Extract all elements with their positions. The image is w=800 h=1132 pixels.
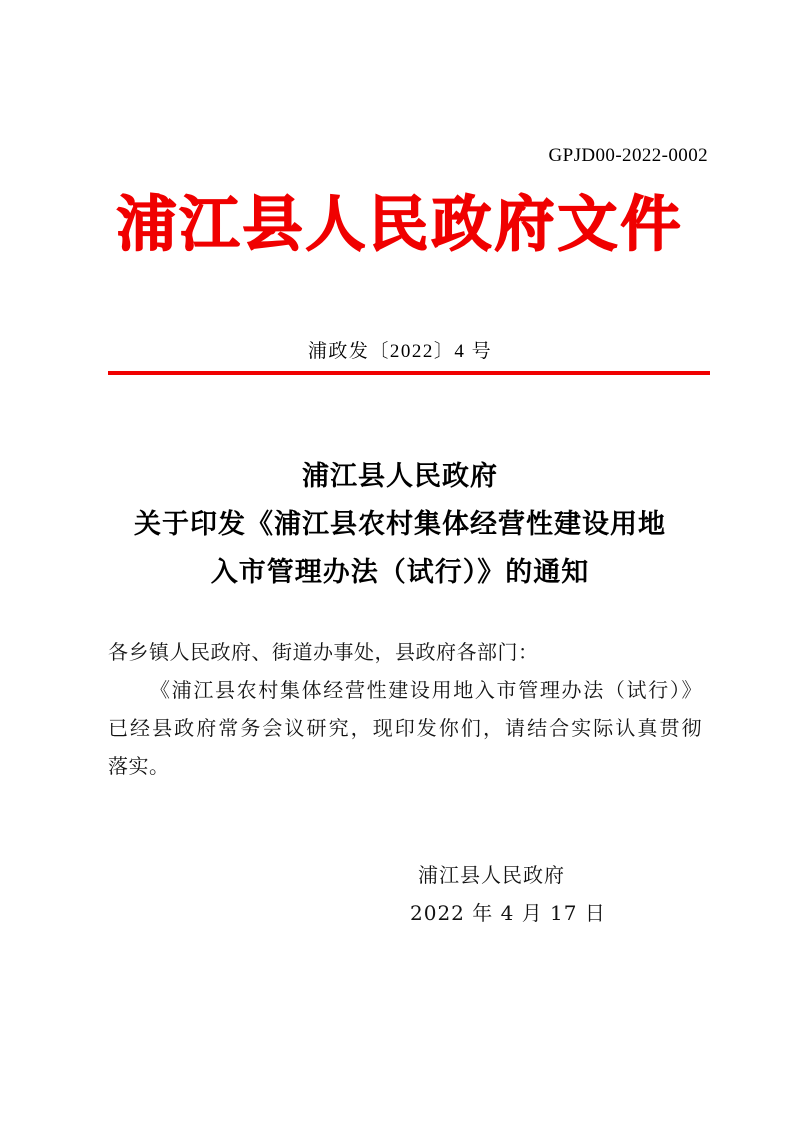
body-paragraph-line-1: 《浦江县农村集体经营性建设用地入市管理办法（试行）》: [150, 678, 702, 702]
body-paragraph-line-3: 落实。: [108, 754, 170, 778]
document-title-block: [80, 452, 720, 596]
body-addressee: 各乡镇人民政府、街道办事处，县政府各部门：: [108, 640, 539, 664]
document-serial-number: 浦政发〔2022〕4 号: [307, 341, 493, 362]
document-title-line-2: 关于印发《浦江县农村集体经营性建设用地: [134, 509, 666, 539]
document-title-line-1: 浦江县人民政府: [302, 461, 498, 491]
document-title-line-3: 入市管理办法（试行）》的通知: [210, 557, 590, 587]
document-body: [108, 633, 702, 785]
signature-date: 2022 年 4 月 17 日: [410, 901, 606, 925]
masthead-title: 浦江县人民政府文件: [116, 192, 684, 258]
red-divider-rule: [108, 371, 710, 375]
body-paragraph-line-2: 已经县政府常务会议研究，现印发你们，请结合实际认真贯彻: [108, 716, 702, 740]
signature-block: [400, 856, 660, 932]
document-code: GPJD00-2022-0002: [548, 145, 708, 166]
signature-issuer: 浦江县人民政府: [418, 863, 565, 887]
